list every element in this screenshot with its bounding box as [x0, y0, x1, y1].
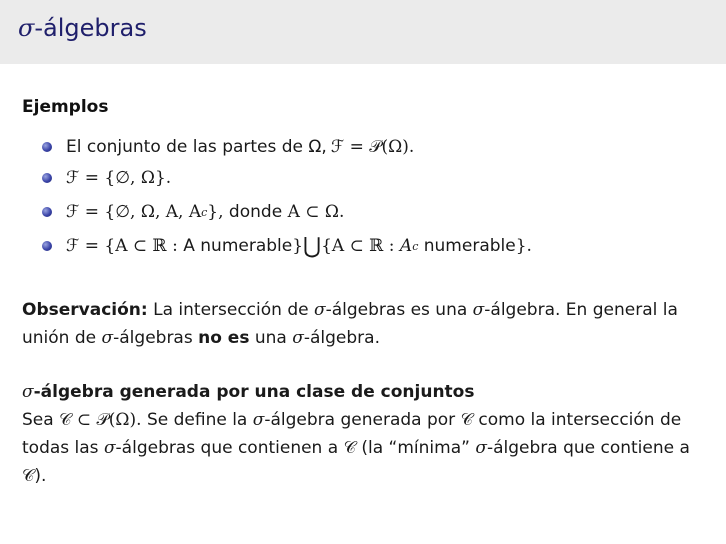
- para-text: -álgebras es una: [325, 300, 473, 320]
- sigma-symbol: σ: [472, 300, 485, 320]
- item-math: ℱ = {∅, Ω, A, A: [66, 202, 202, 222]
- para-text: -álgebra generada por: [264, 410, 461, 430]
- item-math: }: [292, 236, 304, 256]
- para-math: 𝒞: [460, 410, 473, 430]
- list-item: [42, 234, 532, 258]
- bullet-icon: [42, 142, 52, 152]
- bold-text: no es: [198, 328, 250, 348]
- para-text: como la intersección de todas las: [22, 410, 682, 458]
- para-math: 𝒞: [22, 466, 35, 486]
- para-text: -álgebras: [113, 328, 199, 348]
- item-math: ℱ = {∅, Ω}.: [66, 168, 172, 188]
- item-math: ℱ = {A ⊂ ℝ :: [66, 236, 184, 256]
- title-text: -álgebras: [34, 14, 147, 42]
- observation-label: Observación:: [22, 300, 148, 320]
- bullet-icon: [42, 241, 52, 251]
- para-text: -álgebras que contienen a: [115, 438, 344, 458]
- para-math: 𝒞 ⊂ 𝒫(Ω).: [59, 410, 142, 430]
- para-text: ).: [34, 466, 47, 486]
- sigma-symbol: σ: [22, 382, 34, 402]
- para-text: -álgebra.: [303, 328, 380, 348]
- generated-paragraph: [22, 378, 712, 490]
- item-text: El conjunto de las partes de Ω,: [66, 137, 327, 157]
- item-math: A: [399, 236, 413, 256]
- bullet-icon: [42, 173, 52, 183]
- para-text: Se define la: [141, 410, 253, 430]
- slide-title: [18, 14, 147, 42]
- observation-paragraph: [22, 296, 712, 352]
- sigma-symbol: σ: [292, 328, 304, 348]
- sigma-symbol: σ: [475, 438, 487, 458]
- item-math: ℱ = 𝒫(Ω).: [330, 137, 415, 157]
- bullet-icon: [42, 207, 52, 217]
- para-text: Sea: [22, 410, 60, 430]
- item-sup: c: [201, 205, 208, 219]
- para-text: La intersección de: [147, 300, 314, 320]
- item-text: donde: [223, 202, 288, 222]
- item-text: numerable: [418, 236, 516, 256]
- para-math: 𝒞: [343, 438, 356, 458]
- para-text: (la “mínima”: [355, 438, 476, 458]
- sigma-symbol: σ: [252, 410, 265, 430]
- generated-title: -álgebra generada por una clase de conjuntos: [33, 382, 475, 402]
- item-math: },: [207, 202, 224, 222]
- list-item: [42, 135, 414, 159]
- examples-title: Ejemplos: [22, 97, 109, 117]
- sigma-symbol: σ: [313, 300, 326, 320]
- para-text: -álgebra que contiene a: [486, 438, 690, 458]
- item-sup: c: [412, 239, 419, 253]
- para-text: una: [249, 328, 293, 348]
- list-item: [42, 200, 344, 224]
- item-text: A numerable: [183, 236, 293, 256]
- item-math: A ⊂ Ω.: [287, 202, 345, 222]
- item-math: {A ⊂ ℝ :: [321, 236, 400, 256]
- union-symbol: ⋃: [303, 233, 322, 259]
- para-text: -álgebra. En general la unión de: [22, 300, 678, 348]
- sigma-symbol: σ: [101, 328, 114, 348]
- sigma-symbol: σ: [103, 438, 116, 458]
- slide-header: [0, 0, 726, 64]
- item-math: }.: [515, 236, 532, 256]
- sigma-symbol: σ: [18, 14, 35, 42]
- list-item: [42, 166, 171, 190]
